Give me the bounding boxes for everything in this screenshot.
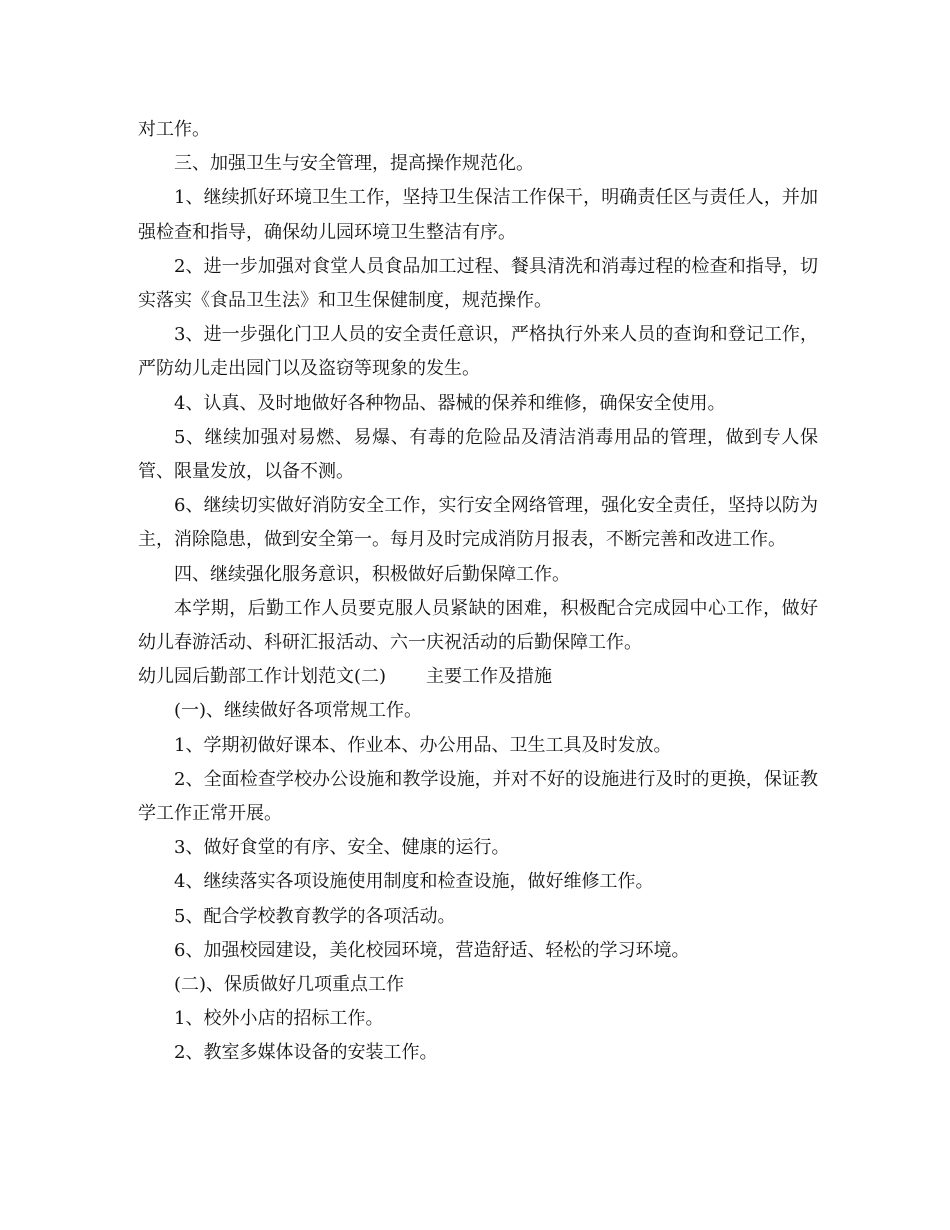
paragraph: 1、学期初做好课本、作业本、办公用品、卫生工具及时发放。	[174, 734, 672, 756]
paragraph: 三、加强卫生与安全管理，提高操作规范化。	[174, 153, 534, 175]
paragraph: 2、进一步加强对食堂人员食品加工过程、餐具清洗和消毒过程的检查和指导，切实落实《食品卫生法》和卫生保健制度，规范操作。	[138, 255, 818, 312]
paragraph: 本学期，后勤工作人员要克服人员紧缺的困难，积极配合完成园中心工作，做好幼儿春游活动、科研汇报活动、六一庆祝活动的后勤保障工作。	[138, 597, 818, 654]
paragraph: 6、继续切实做好消防安全工作，实行安全网络管理，强化安全责任，坚持以防为主，消除隐患，做到安全第一。每月及时完成消防月报表，不断完善和改进工作。	[138, 495, 818, 551]
paragraph: (一)、继续做好各项常规工作。	[174, 700, 423, 722]
paragraph-block-2	[138, 694, 818, 1070]
paragraph: 1、继续抓好环境卫生工作，坚持卫生保洁工作保干，明确责任区与责任人，并加强检查和指导，确保幼儿园环境卫生整洁有序。	[138, 187, 818, 243]
paragraph: 3、进一步强化门卫人员的安全责任意识，严格执行外来人员的查询和登记工作，严防幼儿走出园门以及盗窃等现象的发生。	[138, 324, 818, 380]
paragraph: 6、加强校园建设，美化校园环境，营造舒适、轻松的学习环境。	[174, 939, 690, 961]
section-heading-title: 幼儿园后勤部工作计划范文(二)	[138, 666, 387, 688]
paragraph: 5、配合学校教育教学的各项活动。	[174, 905, 456, 927]
paragraph-block-1	[138, 113, 818, 660]
paragraph: (二)、保质做好几项重点工作	[174, 974, 405, 996]
paragraph: 5、继续加强对易燃、易爆、有毒的危险品及清洁消毒用品的管理，做到专人保管、限量发放，以备不测。	[138, 426, 818, 483]
paragraph: 对工作。	[138, 119, 210, 140]
paragraph: 3、做好食堂的有序、安全、健康的运行。	[174, 837, 510, 859]
paragraph: 2、全面检查学校办公设施和教学设施，并对不好的设施进行及时的更换，保证教学工作正常开展。	[138, 768, 818, 825]
section-heading-subtitle: 主要工作及措施	[426, 666, 553, 688]
document-body	[138, 113, 818, 1071]
paragraph: 2、教室多媒体设备的安装工作。	[174, 1042, 438, 1064]
paragraph: 4、继续落实各项设施使用制度和检查设施，做好维修工作。	[174, 871, 654, 893]
paragraph: 四、继续强化服务意识，积极做好后勤保障工作。	[174, 563, 570, 585]
section-heading	[138, 660, 818, 694]
paragraph: 4、认真、及时地做好各种物品、器械的保养和维修，确保安全使用。	[174, 392, 726, 414]
paragraph: 1、校外小店的招标工作。	[174, 1008, 384, 1030]
